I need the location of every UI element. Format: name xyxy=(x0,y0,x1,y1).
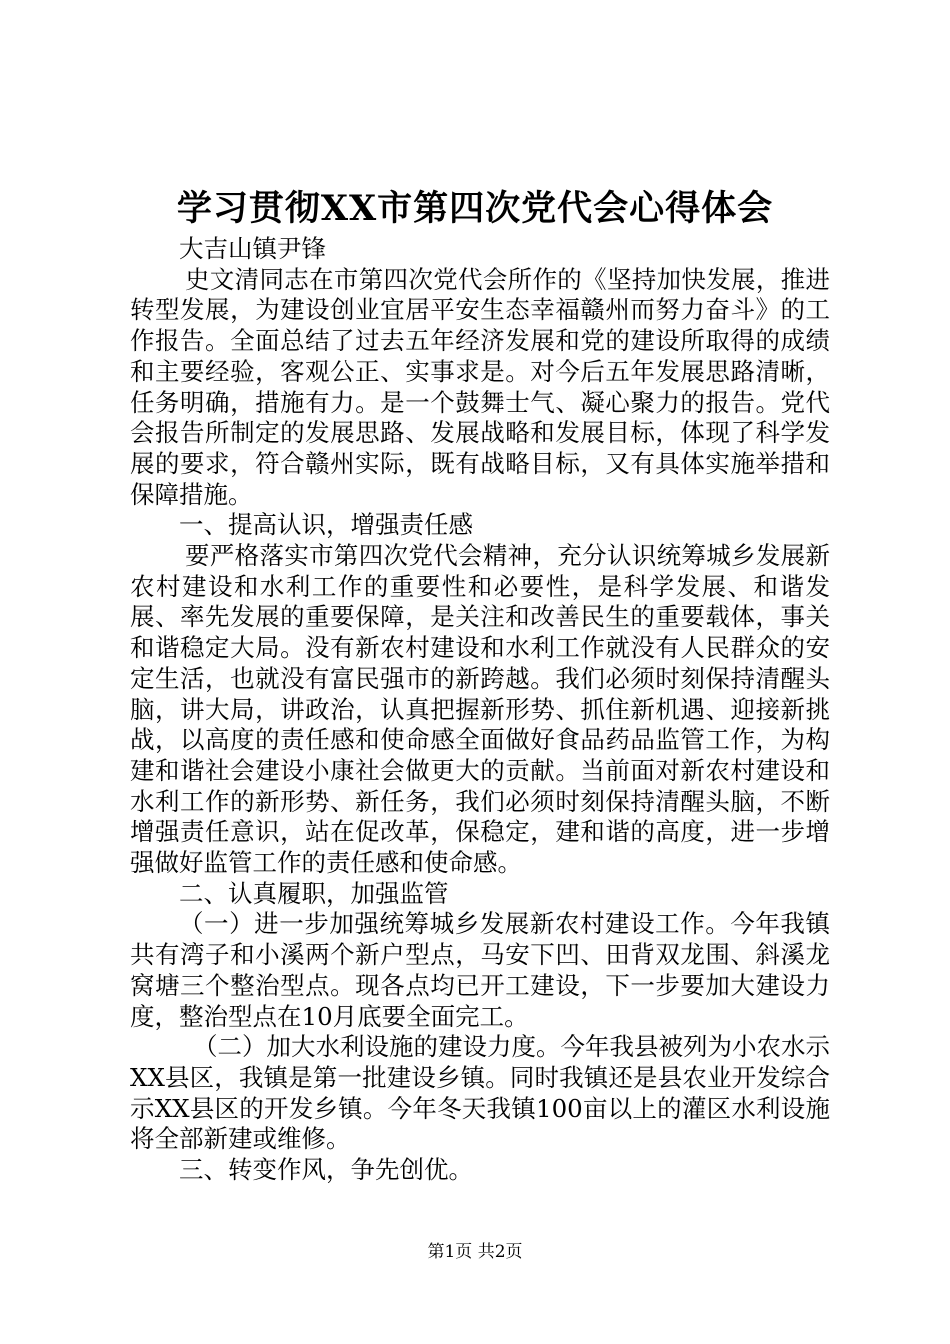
paragraph-item-2: （二）加大水利设施的建设力度。今年我县被列为小农水示XX县区，我镇是第一批建设乡镇。同时我镇还是县农业开发综合示XX县区的开发乡镇。今年冬天我镇100亩以上的灌区水利设施将全部新建或维修。 xyxy=(130,1032,830,1154)
section-heading-1: 一、提高认识，增强责任感 xyxy=(179,510,473,540)
paragraph-section-1: 要严格落实市第四次党代会精神，充分认识统筹城乡发展新农村建设和水利工作的重要性和必要性，是科学发展、和谐发展、率先发展的重要保障，是关注和改善民生的重要载体，事关和谐稳定大局。没有新农村建设和水利工作就没有人民群众的安定生活，也就没有富民强市的新跨越。我们必须时刻保持清醒头脑，讲大局，讲政治，认真把握新形势、抓住新机遇、迎接新挑战，以高度的责任感和使命感全面做好食品药品监管工作，为构建和谐社会建设小康社会做更大的贡献。当前面对新农村建设和水利工作的新形势、新任务，我们必须时刻保持清醒头脑，不断增强责任意识，站在促改革，保稳定，建和谐的高度，进一步增强做好监管工作的责任感和使命感。 xyxy=(130,541,830,878)
page-footer: 第1页 共2页 xyxy=(427,1242,523,1262)
section-heading-2: 二、认真履职，加强监管 xyxy=(179,878,449,908)
section-heading-3: 三、转变作风，争先创优。 xyxy=(179,1155,473,1185)
author-line: 大吉山镇尹锋 xyxy=(179,234,326,263)
document-title: 学习贯彻XX市第四次党代会心得体会 xyxy=(176,188,774,229)
paragraph-intro: 史文清同志在市第四次党代会所作的《坚持加快发展，推进转型发展，为建设创业宜居平安生态幸福赣州而努力奋斗》的工作报告。全面总结了过去五年经济发展和党的建设所取得的成绩和主要经验，客观公正、实事求是。对今后五年发展思路清晰，任务明确，措施有力。是一个鼓舞士气、凝心聚力的报告。党代会报告所制定的发展思路、发展战略和发展目标，体现了科学发展的要求，符合赣州实际，既有战略目标，又有具体实施举措和保障措施。 xyxy=(130,264,830,509)
paragraph-item-1: （一）进一步加强统筹城乡发展新农村建设工作。今年我镇共有湾子和小溪两个新户型点，马安下凹、田背双龙围、斜溪龙窝塘三个整治型点。现各点均已开工建设，下一步要加大建设力度，整治型点在10月底要全面完工。 xyxy=(130,909,830,1031)
document-body xyxy=(130,234,830,1186)
